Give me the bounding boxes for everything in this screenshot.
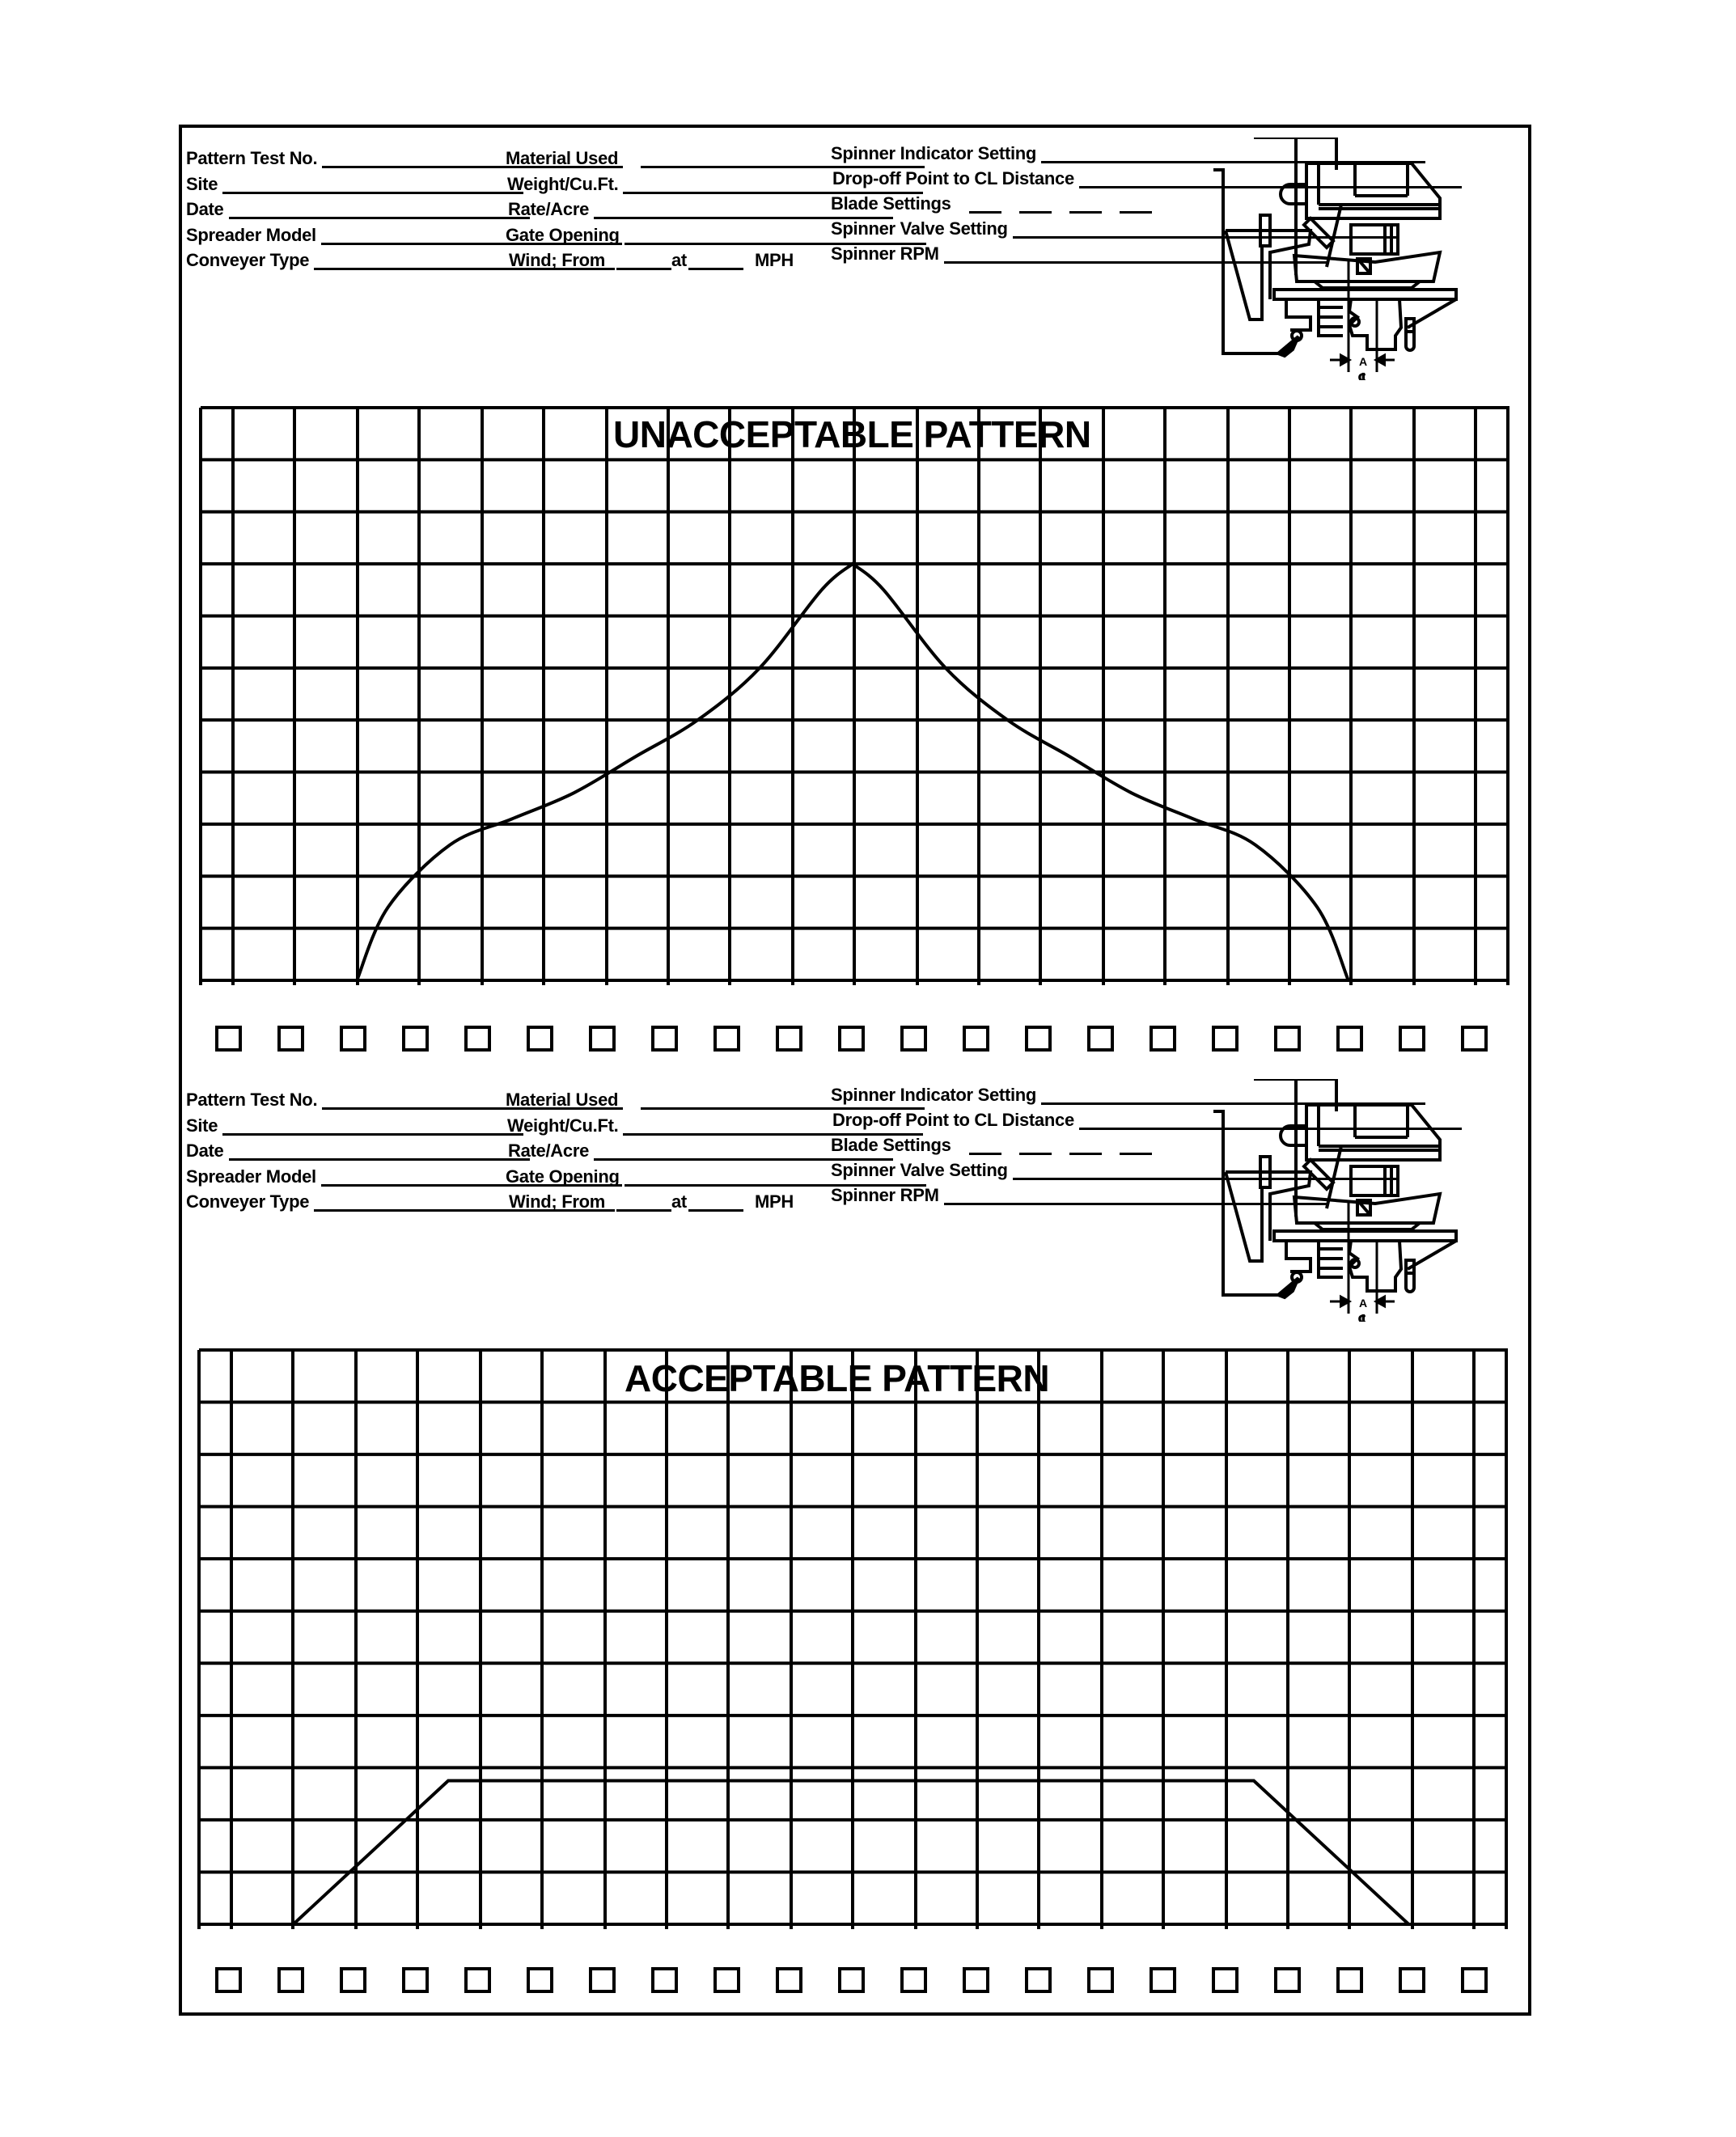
field-site <box>186 175 523 194</box>
field-label: Material Used <box>506 1090 619 1110</box>
field-label: Spinner Valve Setting <box>831 1160 1008 1180</box>
pan-checkbox-5[interactable] <box>464 1967 491 1993</box>
field-label: Rate/Acre <box>508 199 590 219</box>
pan-checkbox-5[interactable] <box>464 1026 491 1052</box>
pan-checkbox-6[interactable] <box>527 1026 553 1052</box>
field-label: Spinner Valve Setting <box>831 218 1008 239</box>
chart-grid <box>199 1350 1508 1929</box>
pan-checkbox-15[interactable] <box>1087 1026 1114 1052</box>
field-input-line[interactable] <box>222 1119 523 1136</box>
pan-checkbox-13[interactable] <box>963 1967 989 1993</box>
pan-checkbox-10[interactable] <box>776 1967 802 1993</box>
pan-checkbox-18[interactable] <box>1274 1967 1301 1993</box>
field-label: Site <box>186 1115 218 1136</box>
pan-checkbox-4[interactable] <box>402 1967 429 1993</box>
wind-label: Wind; From <box>509 1191 605 1212</box>
wind-at-label: at <box>671 1191 687 1212</box>
field-site <box>186 1116 523 1136</box>
field-label: Blade Settings <box>831 1135 951 1155</box>
pan-checkbox-7[interactable] <box>589 1967 616 1993</box>
field-label: Drop-off Point to CL Distance <box>832 1110 1074 1130</box>
pan-checkbox-11[interactable] <box>838 1967 865 1993</box>
pan-checkbox-2[interactable] <box>277 1026 304 1052</box>
field-label: Site <box>186 173 218 194</box>
field-date <box>186 1141 530 1161</box>
wind-direction-input[interactable] <box>616 1195 671 1212</box>
field-label: Spreader Model <box>186 1166 316 1187</box>
pan-checkbox-14[interactable] <box>1025 1026 1052 1052</box>
pan-checkbox-19[interactable] <box>1336 1026 1363 1052</box>
field-label: Pattern Test No. <box>186 148 318 168</box>
pan-checkbox-16[interactable] <box>1150 1967 1176 1993</box>
pan-checkbox-1[interactable] <box>215 1026 242 1052</box>
wind-at-label: at <box>671 250 687 270</box>
pan-checkbox-2[interactable] <box>277 1967 304 1993</box>
field-label: Gate Opening <box>506 1166 620 1187</box>
field-label: Weight/Cu.Ft. <box>507 1115 619 1136</box>
pan-checkbox-11[interactable] <box>838 1026 865 1052</box>
blade-setting-input-2[interactable] <box>1019 197 1052 214</box>
blade-setting-input-2[interactable] <box>1019 1138 1052 1155</box>
pan-checkbox-17[interactable] <box>1212 1967 1238 1993</box>
chart-title: ACCEPTABLE PATTERN <box>625 1357 1050 1399</box>
pan-checkbox-12[interactable] <box>900 1967 927 1993</box>
spinner-assembly-diagram-icon <box>1213 138 1505 384</box>
field-label: Spinner Indicator Setting <box>831 1085 1037 1105</box>
blade-setting-input-1[interactable] <box>969 197 1001 214</box>
pan-checkbox-7[interactable] <box>589 1026 616 1052</box>
field-wind <box>509 1192 794 1212</box>
pan-checkbox-20[interactable] <box>1399 1967 1425 1993</box>
field-label: Pattern Test No. <box>186 1090 318 1110</box>
pan-checkbox-21[interactable] <box>1461 1967 1488 1993</box>
field-input-line[interactable] <box>222 177 523 194</box>
collection-pan-checkboxes-2 <box>0 1967 1736 1999</box>
field-label: Date <box>186 199 224 219</box>
field-label: Date <box>186 1140 224 1161</box>
field-blade-settings <box>831 1136 1152 1155</box>
pan-checkbox-18[interactable] <box>1274 1026 1301 1052</box>
pan-checkbox-9[interactable] <box>713 1026 740 1052</box>
field-label: Material Used <box>506 148 619 168</box>
pan-checkbox-21[interactable] <box>1461 1026 1488 1052</box>
wind-unit-label: MPH <box>754 250 794 270</box>
field-label: Gate Opening <box>506 224 620 245</box>
pan-checkbox-3[interactable] <box>340 1967 366 1993</box>
field-input-line[interactable] <box>229 202 530 219</box>
centerline-label: ℄ <box>1357 370 1371 380</box>
field-label: Spinner RPM <box>831 243 939 264</box>
test-info-form-1 <box>0 143 1736 424</box>
field-label: Spreader Model <box>186 224 316 245</box>
test-info-form-2 <box>0 1085 1736 1365</box>
field-label: Rate/Acre <box>508 1140 590 1161</box>
pan-checkbox-12[interactable] <box>900 1026 927 1052</box>
field-label: Weight/Cu.Ft. <box>507 173 619 194</box>
unacceptable-pattern-chart <box>199 406 1513 987</box>
dimension-label: A <box>1359 1297 1368 1310</box>
pan-checkbox-17[interactable] <box>1212 1026 1238 1052</box>
field-wind <box>509 251 794 270</box>
wind-speed-input[interactable] <box>688 253 743 270</box>
pan-checkbox-20[interactable] <box>1399 1026 1425 1052</box>
pan-checkbox-16[interactable] <box>1150 1026 1176 1052</box>
field-blade-settings <box>831 194 1152 214</box>
field-label: Blade Settings <box>831 193 951 214</box>
field-date <box>186 200 530 219</box>
pan-checkbox-8[interactable] <box>651 1967 678 1993</box>
acceptable-pattern-chart <box>197 1348 1511 1931</box>
pan-checkbox-3[interactable] <box>340 1026 366 1052</box>
centerline-label: ℄ <box>1357 1312 1371 1322</box>
blade-setting-input-3[interactable] <box>1069 1138 1102 1155</box>
pan-checkbox-14[interactable] <box>1025 1967 1052 1993</box>
spinner-assembly-diagram-icon <box>1213 1079 1505 1326</box>
field-label: Conveyer Type <box>186 1191 310 1212</box>
dimension-label: A <box>1359 355 1368 368</box>
wind-speed-input[interactable] <box>688 1195 743 1212</box>
blade-setting-input-4[interactable] <box>1120 1138 1152 1155</box>
wind-label: Wind; From <box>509 250 605 270</box>
field-label: Drop-off Point to CL Distance <box>832 168 1074 188</box>
pan-checkbox-9[interactable] <box>713 1967 740 1993</box>
pan-checkbox-13[interactable] <box>963 1026 989 1052</box>
pan-checkbox-4[interactable] <box>402 1026 429 1052</box>
blade-setting-input-4[interactable] <box>1120 197 1152 214</box>
pan-checkbox-1[interactable] <box>215 1967 242 1993</box>
pan-checkbox-15[interactable] <box>1087 1967 1114 1993</box>
pan-checkbox-6[interactable] <box>527 1967 553 1993</box>
blade-setting-input-1[interactable] <box>969 1138 1001 1155</box>
chart-grid <box>201 408 1509 985</box>
pan-checkbox-19[interactable] <box>1336 1967 1363 1993</box>
blade-setting-input-3[interactable] <box>1069 197 1102 214</box>
field-input-line[interactable] <box>229 1144 530 1161</box>
pan-checkbox-10[interactable] <box>776 1026 802 1052</box>
field-label: Spinner Indicator Setting <box>831 143 1037 163</box>
wind-unit-label: MPH <box>754 1191 794 1212</box>
wind-direction-input[interactable] <box>616 253 671 270</box>
pan-checkbox-8[interactable] <box>651 1026 678 1052</box>
collection-pan-checkboxes-1 <box>0 1026 1736 1058</box>
field-label: Spinner RPM <box>831 1185 939 1205</box>
field-label: Conveyer Type <box>186 250 310 270</box>
chart-title: UNACCEPTABLE PATTERN <box>613 413 1091 455</box>
